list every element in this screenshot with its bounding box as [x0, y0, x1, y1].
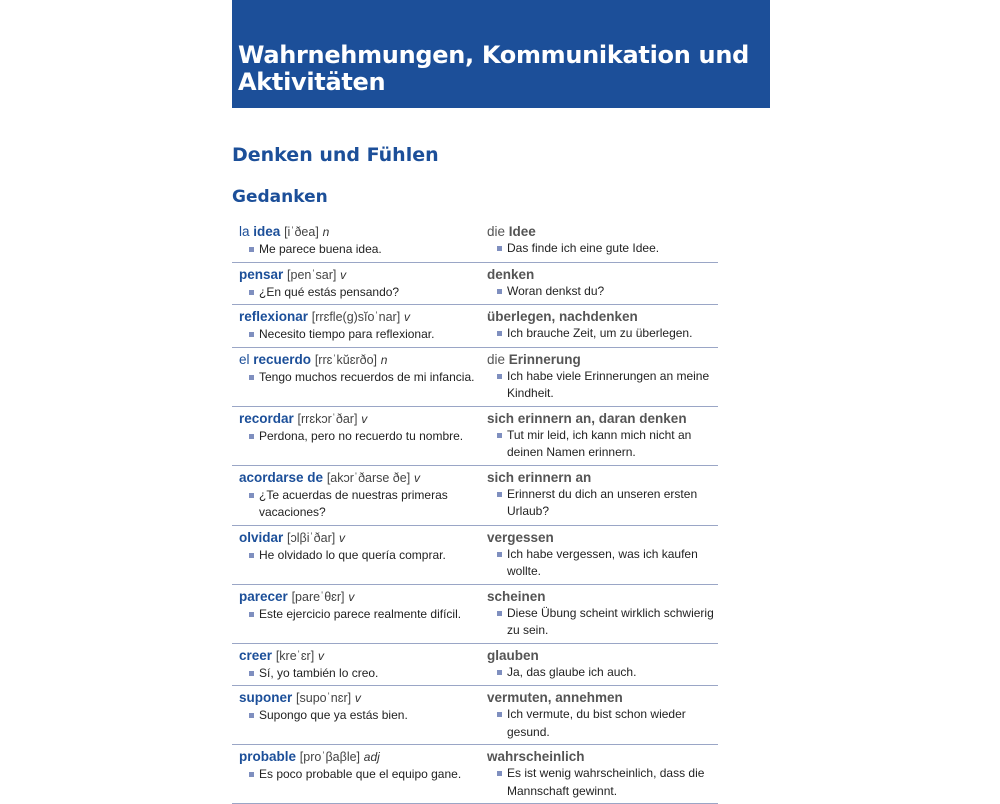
part-of-speech: v — [338, 530, 345, 545]
vocab-entry — [232, 745, 718, 804]
vocab-entry — [232, 348, 718, 407]
german-word: denken — [487, 266, 535, 282]
german-example: Ich habe viele Erinnerungen an meine Kindheit. — [487, 368, 718, 403]
spanish-column — [239, 689, 487, 741]
spanish-word: pensar — [239, 266, 284, 282]
german-word: glauben — [487, 647, 539, 663]
part-of-speech: v — [361, 411, 368, 426]
german-column — [487, 410, 718, 462]
spanish-example: Me parece buena idea. — [239, 241, 487, 259]
part-of-speech: v — [348, 589, 355, 604]
spanish-column — [239, 308, 487, 344]
german-word: überlegen, nachdenken — [487, 309, 638, 324]
dictionary-page — [232, 0, 770, 798]
spanish-column — [239, 748, 487, 800]
german-example: Ich vermute, du bist schon wieder gesund. — [487, 706, 718, 741]
spanish-example: ¿Te acuerdas de nuestras primeras vacaciones? — [239, 487, 487, 522]
spanish-word: probable — [239, 749, 297, 764]
german-column — [487, 266, 718, 302]
spanish-word: acordarse de — [239, 469, 324, 485]
german-column — [487, 351, 718, 403]
spanish-example: Sí, yo también lo creo. — [239, 665, 487, 683]
pronunciation: [supoˈnɛr] — [296, 691, 352, 705]
spanish-column — [239, 266, 487, 302]
subsection-title: Gedanken — [232, 187, 328, 207]
spanish-word: creer — [239, 647, 273, 663]
vocab-entry — [232, 220, 718, 263]
german-example: Das finde ich eine gute Idee. — [487, 240, 718, 258]
pronunciation: [penˈsar] — [287, 267, 337, 282]
german-word: Idee — [508, 224, 536, 239]
german-example: Diese Übung scheint wirklich schwierig zu sein. — [487, 605, 718, 640]
pronunciation: [proˈβaβle] — [299, 750, 361, 764]
spanish-example: Tengo muchos recuerdos de mi infancia. — [239, 369, 487, 387]
german-column — [487, 308, 718, 344]
part-of-speech: adj — [363, 750, 380, 764]
german-word: scheinen — [487, 588, 546, 604]
vocab-entry — [232, 644, 718, 687]
pronunciation: [akɔrˈðarse ðe] — [326, 470, 411, 485]
part-of-speech: v — [317, 648, 324, 663]
german-column — [487, 529, 718, 581]
spanish-column — [239, 529, 487, 581]
vocab-entry — [232, 686, 718, 745]
german-example: Ich habe vergessen, was ich kaufen wollte. — [487, 546, 718, 581]
vocab-entry — [232, 305, 718, 348]
part-of-speech: n — [322, 225, 330, 239]
spanish-article: el — [239, 351, 250, 367]
section-title: Denken und Fühlen — [232, 144, 439, 166]
spanish-word: olvidar — [239, 529, 284, 545]
vocab-entry — [232, 526, 718, 585]
spanish-word: parecer — [239, 588, 288, 604]
vocab-entry — [232, 407, 718, 466]
chapter-title: Wahrnehmungen, Kommunikation und Aktivitäten — [238, 41, 749, 96]
spanish-word: reflexionar — [239, 309, 309, 324]
spanish-example: Perdona, pero no recuerdo tu nombre. — [239, 428, 487, 446]
spanish-column — [239, 351, 487, 403]
spanish-word: idea — [253, 224, 281, 239]
german-example: Erinnerst du dich an unseren ersten Urlaub? — [487, 486, 718, 521]
spanish-column — [239, 647, 487, 683]
german-word: sich erinnern an, daran denken — [487, 410, 687, 426]
german-word: vermuten, annehmen — [487, 690, 623, 705]
vocabulary-list — [232, 220, 718, 804]
spanish-example: Este ejercicio parece realmente difícil. — [239, 606, 487, 624]
german-example: Tut mir leid, ich kann mich nicht an deinen Namen erinnern. — [487, 427, 718, 462]
spanish-word: recuerdo — [253, 351, 312, 367]
spanish-example: Necesito tiempo para reflexionar. — [239, 326, 487, 344]
german-column — [487, 469, 718, 522]
spanish-example: ¿En qué estás pensando? — [239, 284, 487, 302]
spanish-example: Es poco probable que el equipo gane. — [239, 766, 487, 784]
spanish-column — [239, 588, 487, 640]
vocab-entry — [232, 585, 718, 644]
spanish-column — [239, 469, 487, 522]
spanish-word: suponer — [239, 690, 293, 705]
german-word: sich erinnern an — [487, 469, 592, 485]
german-article: die — [487, 351, 506, 367]
pronunciation: [pareˈθɛr] — [291, 589, 345, 604]
german-column — [487, 223, 718, 259]
part-of-speech: v — [413, 470, 420, 485]
german-example: Ja, das glaube ich auch. — [487, 664, 718, 682]
spanish-article: la — [239, 224, 250, 239]
german-column — [487, 748, 718, 800]
spanish-column — [239, 410, 487, 462]
part-of-speech: n — [380, 352, 388, 367]
pronunciation: [rrɛˈkŭɛrðo] — [314, 352, 377, 367]
spanish-example: He olvidado lo que quería comprar. — [239, 547, 487, 565]
spanish-word: recordar — [239, 410, 294, 426]
part-of-speech: v — [403, 310, 410, 324]
german-word: Erinnerung — [508, 351, 581, 367]
spanish-column — [239, 223, 487, 259]
german-column — [487, 689, 718, 741]
vocab-entry — [232, 263, 718, 306]
pronunciation: [rrɛfle(g)sĭoˈnar] — [311, 310, 401, 324]
part-of-speech: v — [354, 691, 361, 705]
vocab-entry — [232, 466, 718, 526]
pronunciation: [ɔlβiˈðar] — [287, 530, 336, 545]
spanish-example: Supongo que ya estás bien. — [239, 707, 487, 725]
german-article: die — [487, 224, 506, 239]
german-column — [487, 588, 718, 640]
german-example: Es ist wenig wahrscheinlich, dass die Mannschaft gewinnt. — [487, 765, 718, 800]
pronunciation: [iˈðea] — [284, 225, 319, 239]
german-example: Woran denkst du? — [487, 283, 718, 301]
part-of-speech: v — [340, 267, 347, 282]
german-word: vergessen — [487, 529, 554, 545]
chapter-banner — [232, 0, 770, 108]
pronunciation: [kreˈɛr] — [275, 648, 315, 663]
pronunciation: [rrɛkɔrˈðar] — [297, 411, 358, 426]
german-column — [487, 647, 718, 683]
german-word: wahrscheinlich — [487, 749, 585, 764]
german-example: Ich brauche Zeit, um zu überlegen. — [487, 325, 718, 343]
